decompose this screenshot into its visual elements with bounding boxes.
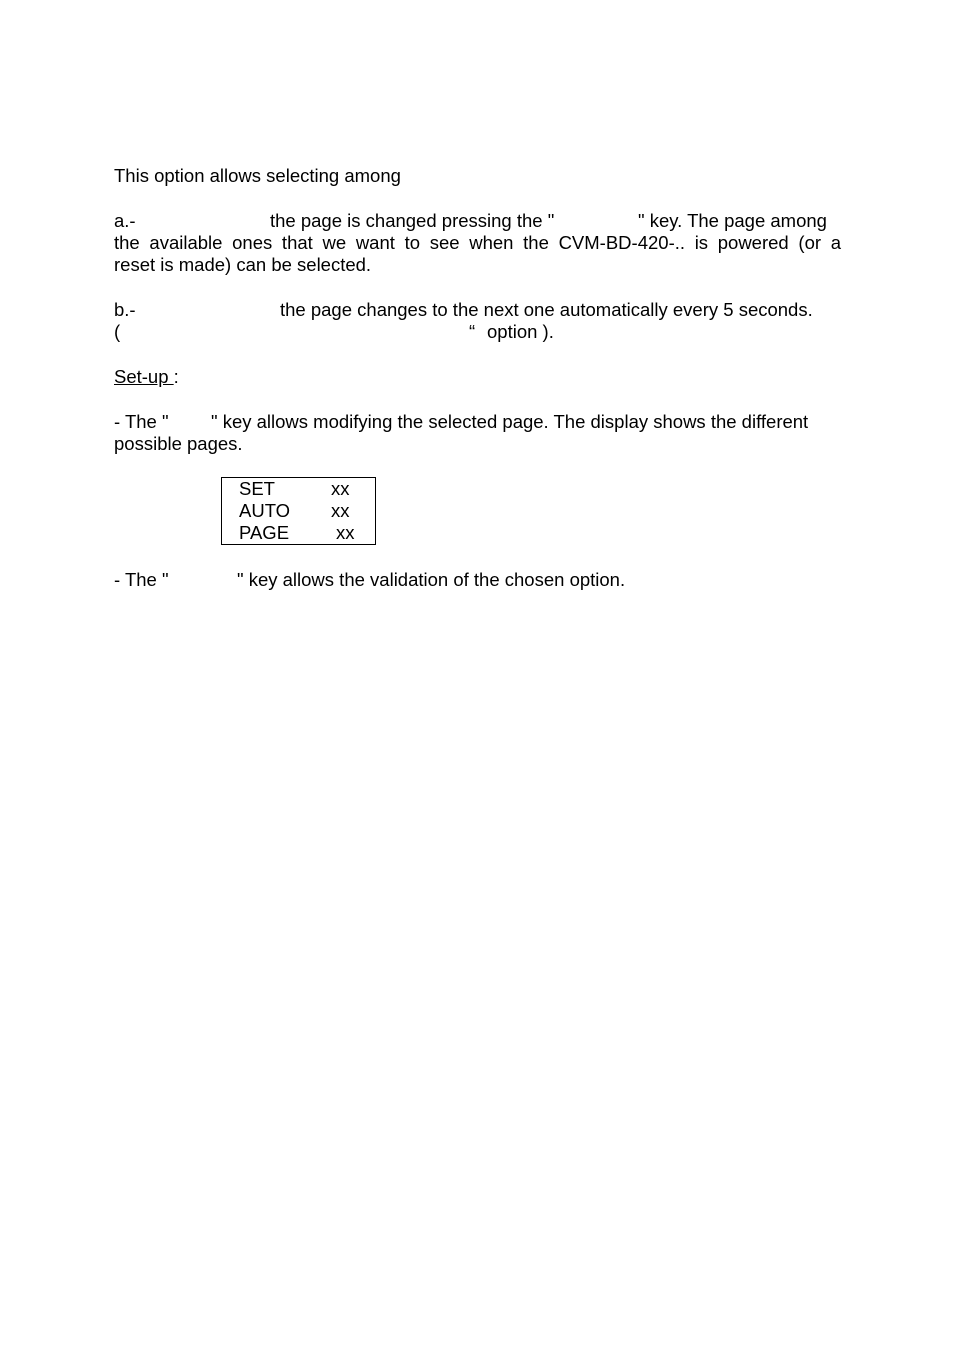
item-b-label: b.- [114,299,136,320]
setup-heading [114,366,179,388]
step1-line1-end: " key allows modifying the selected page. The display shows the different [211,411,809,432]
display-row-set-label: SET [239,478,275,499]
setup-heading-text: Set-up [114,366,174,387]
step2-prefix: - The " [114,569,169,590]
setup-heading-colon: : [173,366,179,387]
item-a-line1-end: " key. The page among [638,210,827,231]
step2-end: " key allows the validation of the chosen option. [237,569,626,590]
item-b-line2-quote: “ [469,321,476,342]
display-row-set-value: xx [331,478,350,499]
step1-line2: possible pages. [114,433,243,454]
display-box [221,477,376,545]
display-row-page-label: PAGE [239,522,290,543]
display-row-page-value: xx [336,522,355,543]
item-a-label: a.- [114,210,136,231]
display-row-auto-label: AUTO [239,500,291,521]
item-b-line2-end: option ). [487,321,554,342]
step1-prefix: - The " [114,411,169,432]
item-a-line1-text: the page is changed pressing the " [270,210,555,231]
item-b-line2-open: ( [114,321,121,342]
item-a-line3: reset is made) can be selected. [114,254,372,275]
intro-text: This option allows selecting among [114,165,401,186]
display-row-auto-value: xx [331,500,350,521]
item-b-line1-text: the page changes to the next one automatically every 5 seconds. [280,299,813,320]
item-a-line2: the available ones that we want to see when the CVM-BD-420-.. is powered (or a [114,232,841,253]
